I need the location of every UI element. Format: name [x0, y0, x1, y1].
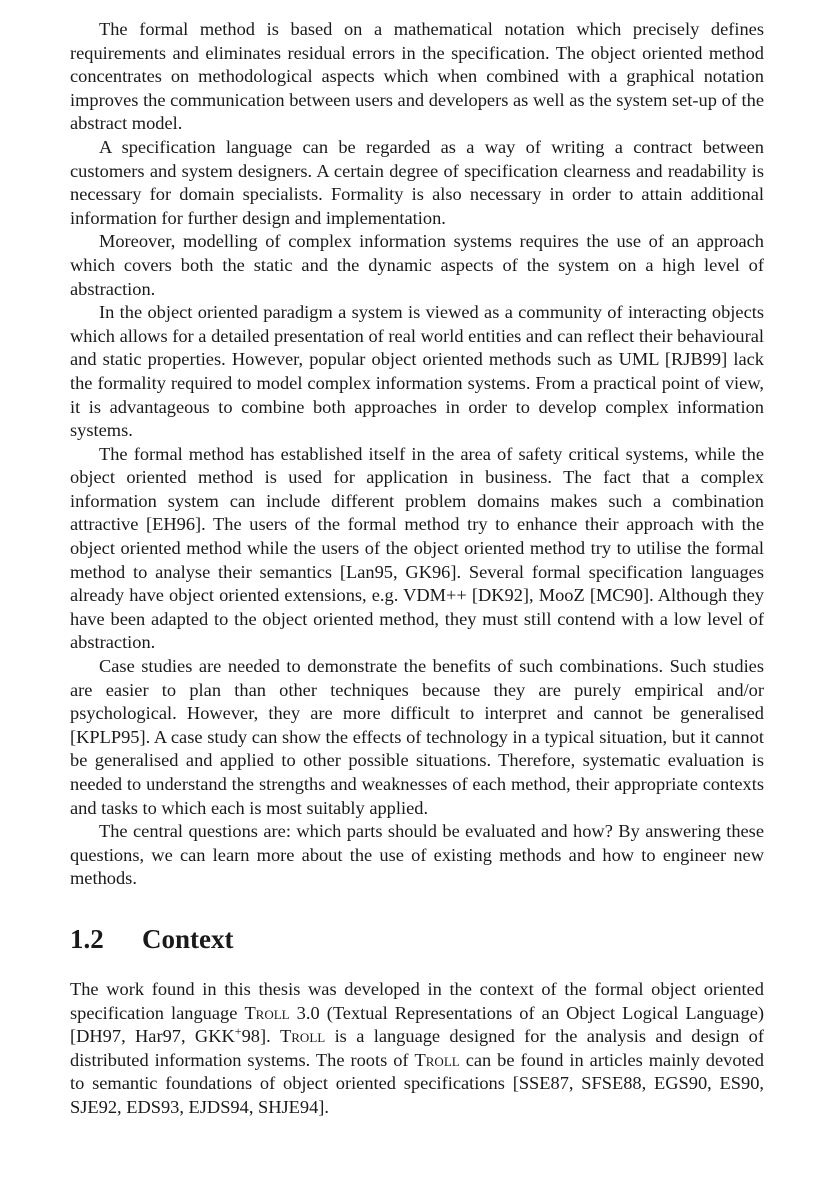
- section-number: 1.2: [70, 923, 104, 954]
- troll-name: Troll: [414, 1049, 460, 1070]
- context-text-3: 98].: [241, 1026, 281, 1047]
- paragraph-specification-language: A specification language can be regarded as a way of writing a contract between customers and system designers. A certain degree of specification clearness and readability is necessary for domain specialists. Formality is also necessary in order to attain additional information for further design and implementation.: [70, 136, 764, 228]
- paragraph-modelling: Moreover, modelling of complex information systems requires the use of an approach which covers both the static and the dynamic aspects of the system on a high level of abstraction.: [70, 231, 764, 299]
- context-text-5: can be found in articles mainly devoted to semantic foundations of object oriented specifications [SSE87, SFSE88, EGS90, ES90, SJE92, EDS93, EJDS94, SHJE94].: [70, 1049, 764, 1117]
- page-body: [70, 18, 764, 1120]
- paragraph-object-oriented-paradigm: In the object oriented paradigm a system is viewed as a community of interacting objects which allows for a detailed presentation of real world entities and can reflect their behavioural and static properties. However, popular object oriented methods such as UML [RJB99] lack the formality required to model complex information systems. From a practical point of view, it is advantageous to combine both approaches in order to develop complex information systems.: [70, 302, 764, 441]
- section-title: Context: [142, 923, 234, 954]
- paragraph-central-questions: The central questions are: which parts should be evaluated and how? By answering these questions, we can learn more about the use of existing methods and how to engineer new methods.: [70, 821, 764, 889]
- context-text-1: The work found in this thesis was developed in the context of the formal object oriented specification language: [70, 978, 764, 1023]
- paragraph-case-studies: Case studies are needed to demonstrate the benefits of such combinations. Such studies are easier to plan than other techniques because they are purely empirical and/or psychological. However, they are more difficult to interpret and cannot be generalised [KPLP95]. A case study can show the effects of technology in a typical situation, but it cannot be generalised and applied to other possible situations. Therefore, systematic evaluation is needed to understand the strengths and weaknesses of each method, their appropriate contexts and tasks to which each is most suitably applied.: [70, 656, 764, 818]
- paragraph-context: [70, 978, 764, 1120]
- context-text-2: 3.0 (Textual Representations of an Object Logical Language) [DH97, Har97, GKK: [70, 1002, 764, 1047]
- paragraph-safety-critical: The formal method has established itself in the area of safety critical systems, while the object oriented method is used for application in business. The fact that a complex information system can include different problem domains makes such a combination attractive [EH96]. The users of the formal method try to enhance their approach with the object oriented method while the users of the object oriented method try to utilise the formal method to analyse their semantics [Lan95, GK96]. Several formal specification languages already have object oriented extensions, e.g. VDM++ [DK92], MooZ [MC90]. Although they have been adapted to the object oriented method, they must still contend with a low level of abstraction.: [70, 443, 764, 653]
- section-heading: [70, 922, 764, 956]
- context-text-4: is a language designed for the analysis and design of distributed information systems. The roots of: [70, 1026, 764, 1070]
- paragraph-formal-method: The formal method is based on a mathematical notation which precisely defines requirements and eliminates residual errors in the specification. The object oriented method concentrates on methodological aspects which when combined with a graphical notation improves the communication between users and developers as well as the system set-up of the abstract model.: [70, 19, 764, 134]
- troll-name: Troll: [280, 1026, 326, 1047]
- citation-superscript: +: [234, 1024, 242, 1039]
- troll-name: Troll: [244, 1002, 290, 1023]
